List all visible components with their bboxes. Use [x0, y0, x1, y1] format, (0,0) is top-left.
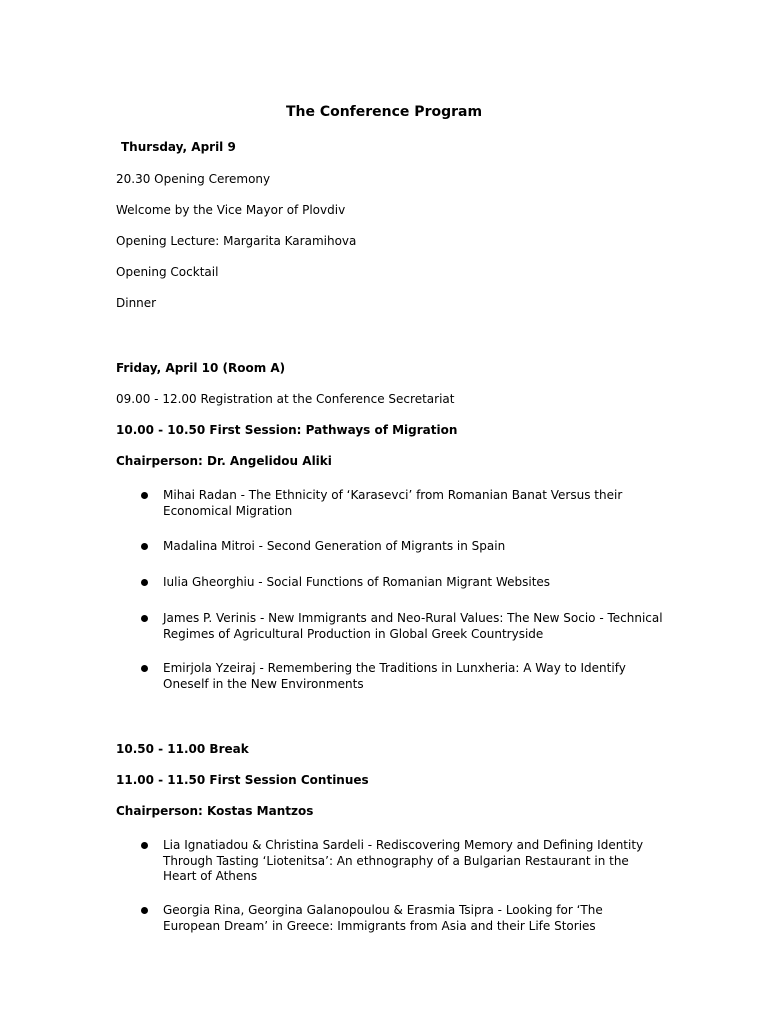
chairperson-line: Chairperson: Dr. Angelidou Aliki	[116, 454, 332, 468]
list-item: James P. Verinis - New Immigrants and Neo-Rural Values: The New Socio - Technical Regimes of Agricultural Production in Global Greek Countryside	[163, 611, 663, 641]
program-line: Opening Lecture: Margarita Karamihova	[116, 234, 357, 248]
program-line: Opening Cocktail	[116, 265, 219, 279]
list-item: Lia Ignatiadou & Christina Sardeli - Rediscovering Memory and Defining Identity Through Tasting ‘Liotenitsa’: An ethnography of a Bulgarian Restaurant in the Heart of Athens	[163, 838, 644, 883]
program-line: 20.30 Opening Ceremony	[116, 172, 271, 186]
bullet-icon	[141, 579, 148, 586]
list-item: Georgia Rina, Georgina Galanopoulou & Erasmia Tsipra - Looking for ‘The European Dream’ in Greece: Immigrants from Asia and their Life Stories	[163, 903, 603, 933]
program-line: Dinner	[116, 296, 157, 310]
registration-line: 09.00 - 12.00 Registration at the Conference Secretariat	[116, 392, 455, 406]
bullet-icon	[141, 543, 148, 550]
chairperson-line: Chairperson: Kostas Mantzos	[116, 804, 314, 818]
program-line: Welcome by the Vice Mayor of Plovdiv	[116, 203, 346, 217]
list-item: Iulia Gheorghiu - Social Functions of Romanian Migrant Websites	[163, 575, 551, 589]
list-item: Madalina Mitroi - Second Generation of Migrants in Spain	[163, 539, 506, 553]
list-item: Mihai Radan - The Ethnicity of ‘Karasevci’ from Romanian Banat Versus their Economical Migration	[163, 488, 623, 518]
bullet-icon	[141, 492, 148, 499]
session-heading: 11.00 - 11.50 First Session Continues	[116, 773, 369, 787]
bullet-icon	[141, 665, 148, 672]
break-line: 10.50 - 11.00 Break	[116, 742, 249, 756]
day-heading-thursday: Thursday, April 9	[121, 140, 236, 154]
bullet-icon	[141, 907, 148, 914]
bullet-icon	[141, 615, 148, 622]
day-heading-friday: Friday, April 10 (Room A)	[116, 361, 286, 375]
bullet-icon	[141, 842, 148, 849]
session-heading: 10.00 - 10.50 First Session: Pathways of Migration	[116, 423, 458, 437]
page-title: The Conference Program	[285, 104, 483, 120]
list-item: Emirjola Yzeiraj - Remembering the Traditions in Lunxheria: A Way to Identify Oneself in the New Environments	[163, 661, 626, 691]
